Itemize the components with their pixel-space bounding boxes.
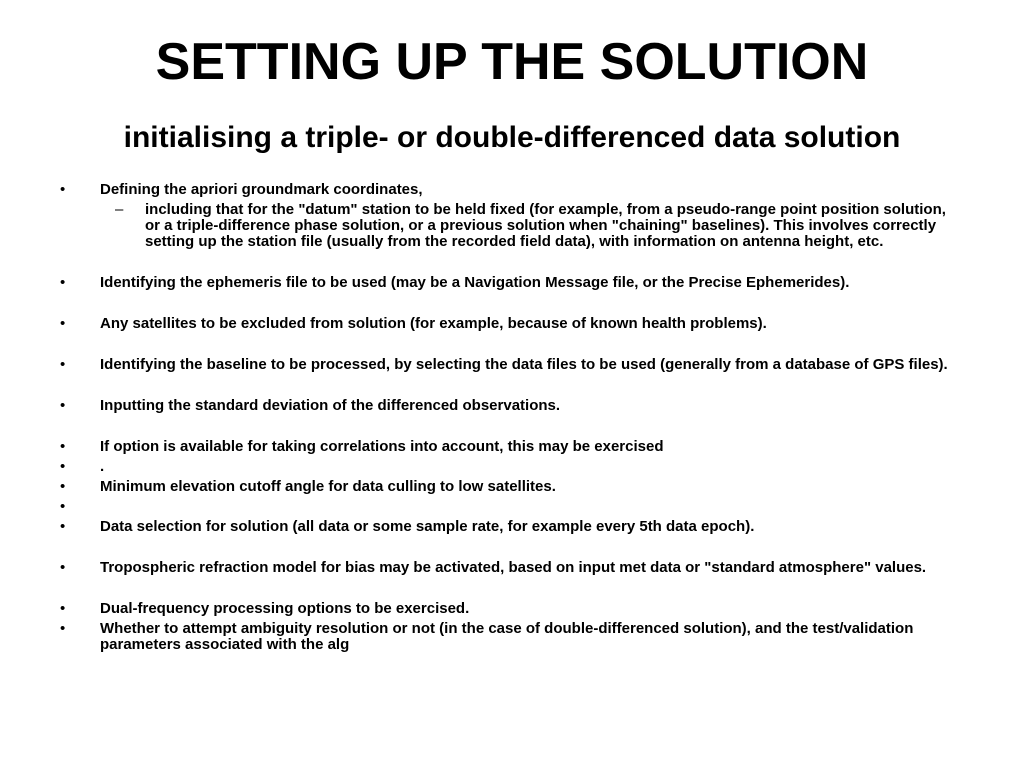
bullet-marker: • xyxy=(60,458,66,475)
bullet-text: Dual-frequency processing options to be exercised. xyxy=(100,600,470,617)
sub-bullet-marker: – xyxy=(115,201,124,218)
bullet-item xyxy=(60,621,960,653)
bullet-text: Identifying the ephemeris file to be used (may be a Navigation Message file, or the Precise Ephemerides). xyxy=(100,274,850,291)
bullet-item xyxy=(60,459,960,475)
sub-bullet-text: including that for the "datum" station to be held fixed (for example, from a pseudo-range point position solution, or a triple-difference phase solution, or a previous solution when "chaining" baselines). This involves correctly setting up the station file (usually from the recorded field data), with information on antenna height, etc. xyxy=(145,201,946,250)
bullet-text: Identifying the baseline to be processed, by selecting the data files to be used (generally from a database of GPS files). xyxy=(100,356,948,373)
bullet-marker: • xyxy=(60,478,66,495)
bullet-item xyxy=(60,601,960,617)
bullet-marker: • xyxy=(60,397,66,414)
bullet-text: Data selection for solution (all data or some sample rate, for example every 5th data epoch). xyxy=(100,518,755,535)
bullet-item xyxy=(60,357,960,373)
bullet-marker: • xyxy=(60,498,66,515)
bullet-text: . xyxy=(100,458,105,475)
bullet-text: Whether to attempt ambiguity resolution or not (in the case of double-differenced solution), and the test/validation parameters associated with the alg xyxy=(100,620,914,653)
bullet-marker: • xyxy=(60,518,66,535)
bullet-text: Tropospheric refraction model for bias may be activated, based on input met data or "standard atmosphere" values. xyxy=(100,559,927,576)
bullet-item xyxy=(60,316,960,332)
slide-subtitle: initialising a triple- or double-differenced data solution xyxy=(123,121,901,154)
bullet-marker: • xyxy=(60,438,66,455)
bullet-marker: • xyxy=(60,274,66,291)
bullet-item xyxy=(60,479,960,495)
bullet-item xyxy=(60,439,960,455)
bullet-item xyxy=(60,519,960,535)
bullet-marker: • xyxy=(60,600,66,617)
sub-bullet-list xyxy=(100,202,960,250)
bullet-item xyxy=(60,398,960,414)
bullet-text: Any satellites to be excluded from solution (for example, because of known health problems). xyxy=(100,315,767,332)
bullet-marker: • xyxy=(60,181,66,198)
bullet-marker: • xyxy=(60,315,66,332)
bullet-list xyxy=(60,182,960,653)
bullet-text: Defining the apriori groundmark coordinates, xyxy=(100,181,423,198)
bullet-marker: • xyxy=(60,356,66,373)
bullet-item xyxy=(60,560,960,576)
bullet-text: Inputting the standard deviation of the differenced observations. xyxy=(100,397,561,414)
bullet-item xyxy=(60,275,960,291)
bullet-text: If option is available for taking correlations into account, this may be exercised xyxy=(100,438,664,455)
bullet-marker: • xyxy=(60,620,66,637)
bullet-marker: • xyxy=(60,559,66,576)
sub-bullet-item xyxy=(100,202,960,250)
slide-title: SETTING UP THE SOLUTION xyxy=(155,33,869,91)
bullet-item xyxy=(60,182,960,250)
bullet-text: Minimum elevation cutoff angle for data culling to low satellites. xyxy=(100,478,556,495)
bullet-item xyxy=(60,499,960,515)
